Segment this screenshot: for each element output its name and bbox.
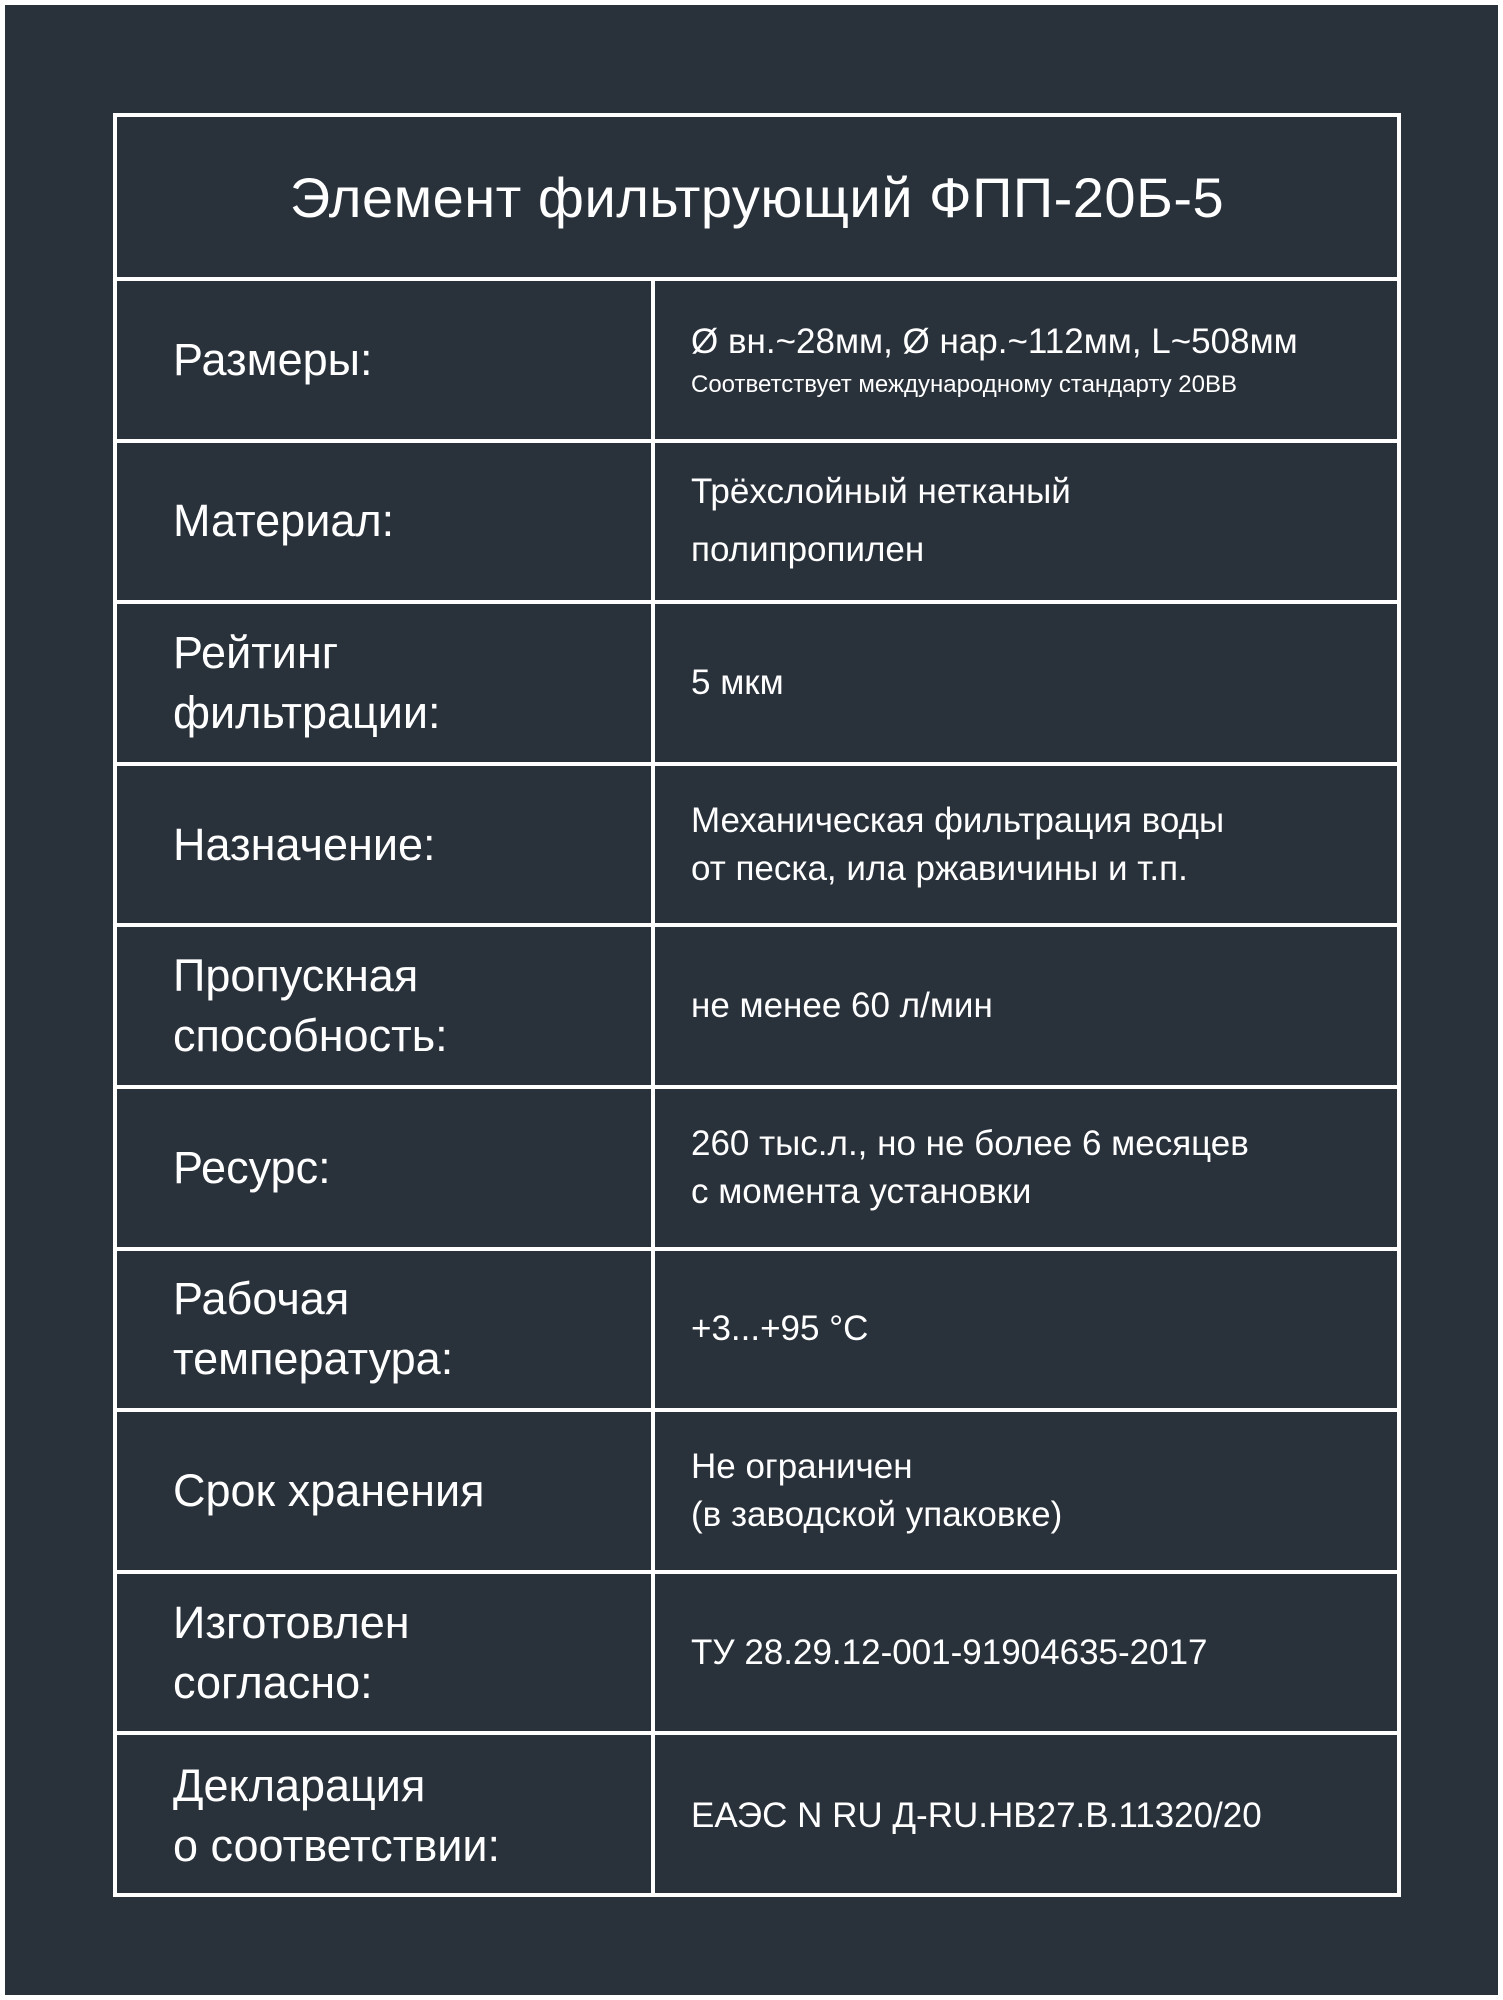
spec-label: Материал: <box>117 443 655 601</box>
spec-row-shelf-life <box>117 1412 1397 1574</box>
spec-value: Ø вн.~28мм, Ø нар.~112мм, L~508мм <box>691 321 1298 361</box>
spec-label: Рейтинг фильтрации: <box>117 604 655 762</box>
spec-card <box>5 5 1498 1995</box>
spec-label: Изготовлен согласно: <box>117 1574 655 1732</box>
spec-row-purpose <box>117 766 1397 928</box>
spec-value: Механическая фильтрация воды от песка, ила ржавичины и т.п. <box>691 800 1225 888</box>
spec-label: Рабочая температура: <box>117 1251 655 1409</box>
spec-value: 5 мкм <box>691 662 784 702</box>
spec-label: Пропускная способность: <box>117 927 655 1085</box>
spec-value-cell <box>655 281 1397 439</box>
spec-value: ТУ 28.29.12-001-91904635-2017 <box>691 1632 1208 1672</box>
spec-value: 260 тыс.л., но не более 6 месяцев с момента установки <box>691 1123 1249 1211</box>
spec-row-declaration <box>117 1735 1397 1897</box>
spec-label: Срок хранения <box>117 1412 655 1570</box>
spec-row-temperature <box>117 1251 1397 1413</box>
spec-value: Трёхслойный нетканый полипропилен <box>691 472 1071 570</box>
spec-label: Размеры: <box>117 281 655 439</box>
spec-row-material <box>117 443 1397 605</box>
spec-row-dimensions <box>117 281 1397 443</box>
spec-row-throughput <box>117 927 1397 1089</box>
spec-rows <box>117 281 1397 1897</box>
spec-value: Не ограничен (в заводской упаковке) <box>691 1446 1063 1534</box>
spec-row-filtration-rating <box>117 604 1397 766</box>
spec-label: Назначение: <box>117 766 655 924</box>
spec-row-resource <box>117 1089 1397 1251</box>
spec-row-standard <box>117 1574 1397 1736</box>
spec-value: ЕАЭС N RU Д-RU.НВ27.В.11320/20 <box>691 1796 1262 1836</box>
spec-label: Ресурс: <box>117 1089 655 1247</box>
spec-value: +3...+95 °С <box>691 1309 869 1349</box>
spec-label: Декларация о соответствии: <box>117 1735 655 1897</box>
spec-note: Соответствует международному стандарту 20ВВ <box>691 370 1237 398</box>
product-title: Элемент фильтрующий ФПП-20Б-5 <box>117 117 1397 281</box>
spec-value: не менее 60 л/мин <box>691 986 993 1026</box>
spec-table <box>113 113 1401 1897</box>
